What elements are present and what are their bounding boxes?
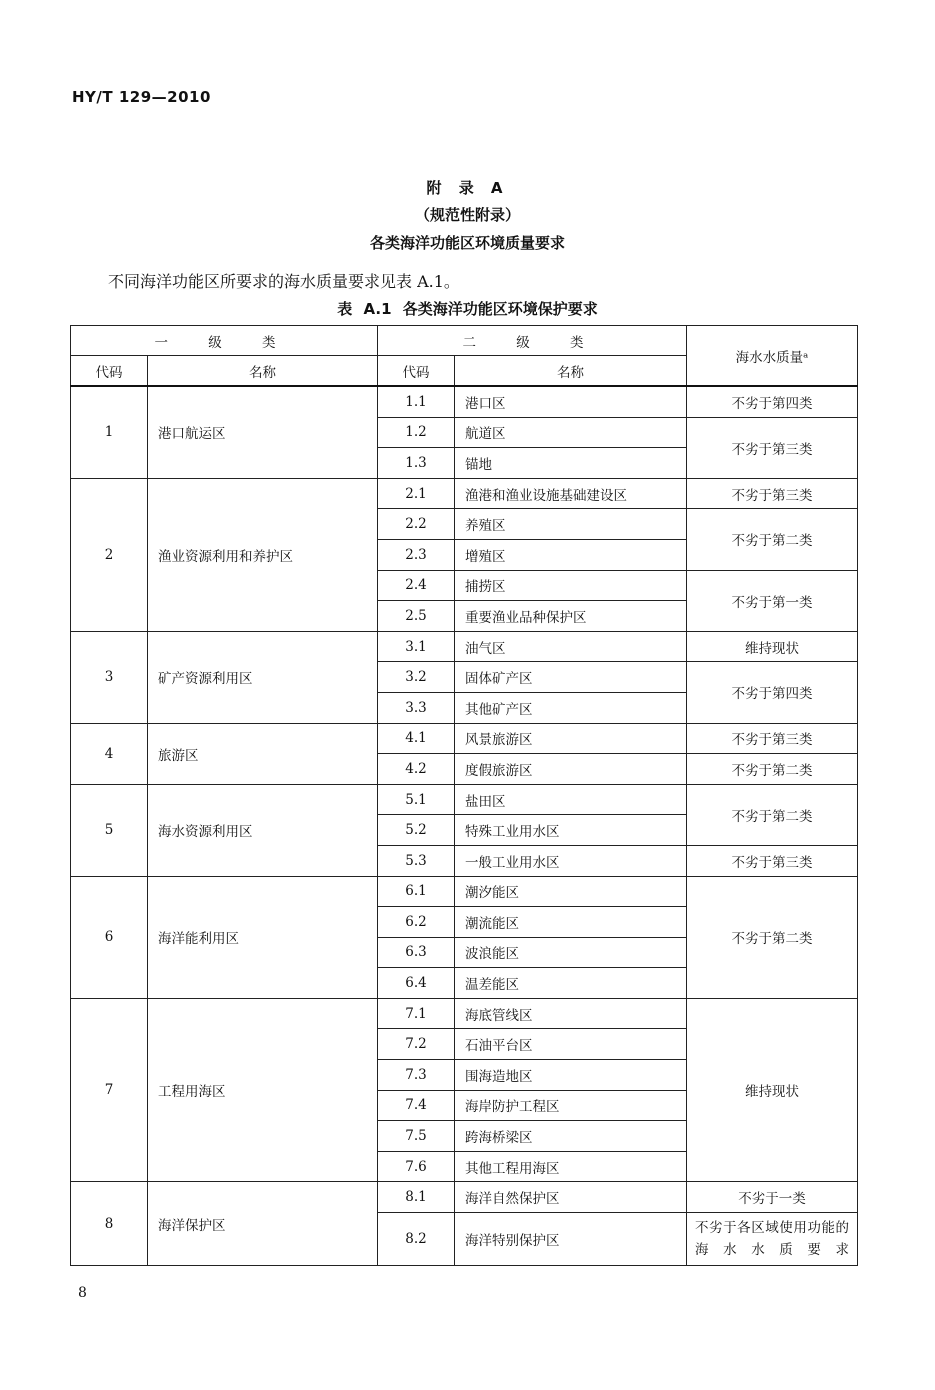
table-row xyxy=(71,386,858,417)
level1-code-cell: 2 xyxy=(71,478,148,631)
header-level2-name: 名称 xyxy=(455,356,687,387)
intro-paragraph: 不同海洋功能区所要求的海水质量要求见表 A.1。 xyxy=(108,272,460,291)
level2-name-cell: 一般工业用水区 xyxy=(455,845,687,876)
appendix-subtitle: （规范性附录） xyxy=(414,206,520,224)
level2-name-cell: 港口区 xyxy=(455,386,687,417)
level2-name-cell: 海底管线区 xyxy=(455,998,687,1029)
level1-code-cell: 6 xyxy=(71,876,148,998)
table-row xyxy=(71,631,858,662)
water-quality-cell: 不劣于第三类 xyxy=(687,417,858,478)
level2-name-cell: 盐田区 xyxy=(455,784,687,815)
water-quality-cell: 不劣于第二类 xyxy=(687,784,858,845)
level2-code-cell: 3.2 xyxy=(378,662,455,693)
level2-name-cell: 捕捞区 xyxy=(455,570,687,601)
appendix-heading: 各类海洋功能区环境质量要求 xyxy=(369,234,565,252)
level2-code-cell: 5.1 xyxy=(378,784,455,815)
level1-name-cell: 渔业资源利用和养护区 xyxy=(148,478,378,631)
level1-code-cell: 1 xyxy=(71,386,148,478)
level2-name-cell: 潮汐能区 xyxy=(455,876,687,907)
water-quality-cell: 不劣于各区域使用功能的海水水质要求 xyxy=(687,1213,858,1266)
level1-code-cell: 7 xyxy=(71,998,148,1182)
level2-name-cell: 特殊工业用水区 xyxy=(455,815,687,846)
level2-code-cell: 1.3 xyxy=(378,448,455,479)
level2-code-cell: 2.1 xyxy=(378,478,455,509)
level2-name-cell: 温差能区 xyxy=(455,968,687,999)
level1-name-cell: 工程用海区 xyxy=(148,998,378,1182)
level2-name-cell: 重要渔业品种保护区 xyxy=(455,601,687,632)
level2-name-cell: 围海造地区 xyxy=(455,1060,687,1091)
page-number: 8 xyxy=(78,1285,87,1301)
level2-name-cell: 波浪能区 xyxy=(455,937,687,968)
level2-code-cell: 2.3 xyxy=(378,539,455,570)
level2-name-cell: 度假旅游区 xyxy=(455,754,687,785)
level2-name-cell: 油气区 xyxy=(455,631,687,662)
level2-code-cell: 4.2 xyxy=(378,754,455,785)
level2-name-cell: 锚地 xyxy=(455,448,687,479)
level2-code-cell: 6.1 xyxy=(378,876,455,907)
water-quality-cell: 不劣于第二类 xyxy=(687,876,858,998)
level2-code-cell: 7.3 xyxy=(378,1060,455,1091)
level2-code-cell: 7.5 xyxy=(378,1121,455,1152)
level2-code-cell: 6.2 xyxy=(378,907,455,938)
level1-name-cell: 海水资源利用区 xyxy=(148,784,378,876)
level2-name-cell: 潮流能区 xyxy=(455,907,687,938)
level2-code-cell: 6.3 xyxy=(378,937,455,968)
level2-code-cell: 7.6 xyxy=(378,1151,455,1182)
level2-code-cell: 5.2 xyxy=(378,815,455,846)
water-quality-cell: 不劣于第三类 xyxy=(687,723,858,754)
header-level1-code: 代码 xyxy=(71,356,148,387)
header-level1: 一 级 类 xyxy=(71,326,378,356)
table-body xyxy=(71,386,858,1266)
level2-code-cell: 7.1 xyxy=(378,998,455,1029)
function-zone-table xyxy=(70,325,858,1266)
document-code: HY/T 129—2010 xyxy=(72,88,211,106)
table-row xyxy=(71,876,858,907)
water-quality-cell: 不劣于第四类 xyxy=(687,662,858,723)
level2-code-cell: 7.2 xyxy=(378,1029,455,1060)
water-quality-cell: 不劣于第二类 xyxy=(687,754,858,785)
level2-name-cell: 航道区 xyxy=(455,417,687,448)
level2-name-cell: 固体矿产区 xyxy=(455,662,687,693)
level2-code-cell: 7.4 xyxy=(378,1090,455,1121)
level2-code-cell: 6.4 xyxy=(378,968,455,999)
level2-name-cell: 海洋自然保护区 xyxy=(455,1182,687,1213)
level2-name-cell: 海洋特别保护区 xyxy=(455,1213,687,1266)
level2-name-cell: 石油平台区 xyxy=(455,1029,687,1060)
level1-name-cell: 港口航运区 xyxy=(148,386,378,478)
table-row xyxy=(71,784,858,815)
level2-name-cell: 其他矿产区 xyxy=(455,692,687,723)
level2-code-cell: 1.2 xyxy=(378,417,455,448)
level2-name-cell: 养殖区 xyxy=(455,509,687,540)
appendix-title: 附 录 A xyxy=(426,179,509,197)
header-water-quality: 海水水质量ᵃ xyxy=(687,326,858,387)
level2-name-cell: 风景旅游区 xyxy=(455,723,687,754)
table-row xyxy=(71,723,858,754)
header-level2: 二 级 类 xyxy=(378,326,687,356)
header-level1-name: 名称 xyxy=(148,356,378,387)
level2-name-cell: 跨海桥梁区 xyxy=(455,1121,687,1152)
level1-code-cell: 8 xyxy=(71,1182,148,1266)
level1-name-cell: 海洋能利用区 xyxy=(148,876,378,998)
level1-code-cell: 5 xyxy=(71,784,148,876)
level2-code-cell: 1.1 xyxy=(378,386,455,417)
table-header xyxy=(71,326,858,387)
level1-code-cell: 3 xyxy=(71,631,148,723)
level1-code-cell: 4 xyxy=(71,723,148,784)
level2-code-cell: 3.3 xyxy=(378,692,455,723)
water-quality-cell: 维持现状 xyxy=(687,631,858,662)
level1-name-cell: 矿产资源利用区 xyxy=(148,631,378,723)
level2-code-cell: 8.2 xyxy=(378,1213,455,1266)
level2-name-cell: 其他工程用海区 xyxy=(455,1151,687,1182)
level2-code-cell: 3.1 xyxy=(378,631,455,662)
water-quality-cell: 不劣于第一类 xyxy=(687,570,858,631)
level2-name-cell: 增殖区 xyxy=(455,539,687,570)
level1-name-cell: 旅游区 xyxy=(148,723,378,784)
table-row xyxy=(71,1182,858,1213)
level2-code-cell: 2.4 xyxy=(378,570,455,601)
level2-code-cell: 4.1 xyxy=(378,723,455,754)
water-quality-cell: 不劣于第三类 xyxy=(687,845,858,876)
level2-code-cell: 2.5 xyxy=(378,601,455,632)
level2-code-cell: 8.1 xyxy=(378,1182,455,1213)
level2-name-cell: 海岸防护工程区 xyxy=(455,1090,687,1121)
level2-code-cell: 5.3 xyxy=(378,845,455,876)
table-header-row xyxy=(71,326,858,356)
table-row xyxy=(71,998,858,1029)
water-quality-cell: 不劣于一类 xyxy=(687,1182,858,1213)
water-quality-cell: 不劣于第四类 xyxy=(687,386,858,417)
water-quality-cell: 不劣于第二类 xyxy=(687,509,858,570)
level2-code-cell: 2.2 xyxy=(378,509,455,540)
header-level2-code: 代码 xyxy=(378,356,455,387)
water-quality-cell: 不劣于第三类 xyxy=(687,478,858,509)
table-caption: 表 A.1 各类海洋功能区环境保护要求 xyxy=(337,300,598,318)
level2-name-cell: 渔港和渔业设施基础建设区 xyxy=(455,478,687,509)
level1-name-cell: 海洋保护区 xyxy=(148,1182,378,1266)
water-quality-cell: 维持现状 xyxy=(687,998,858,1182)
table-row xyxy=(71,478,858,509)
